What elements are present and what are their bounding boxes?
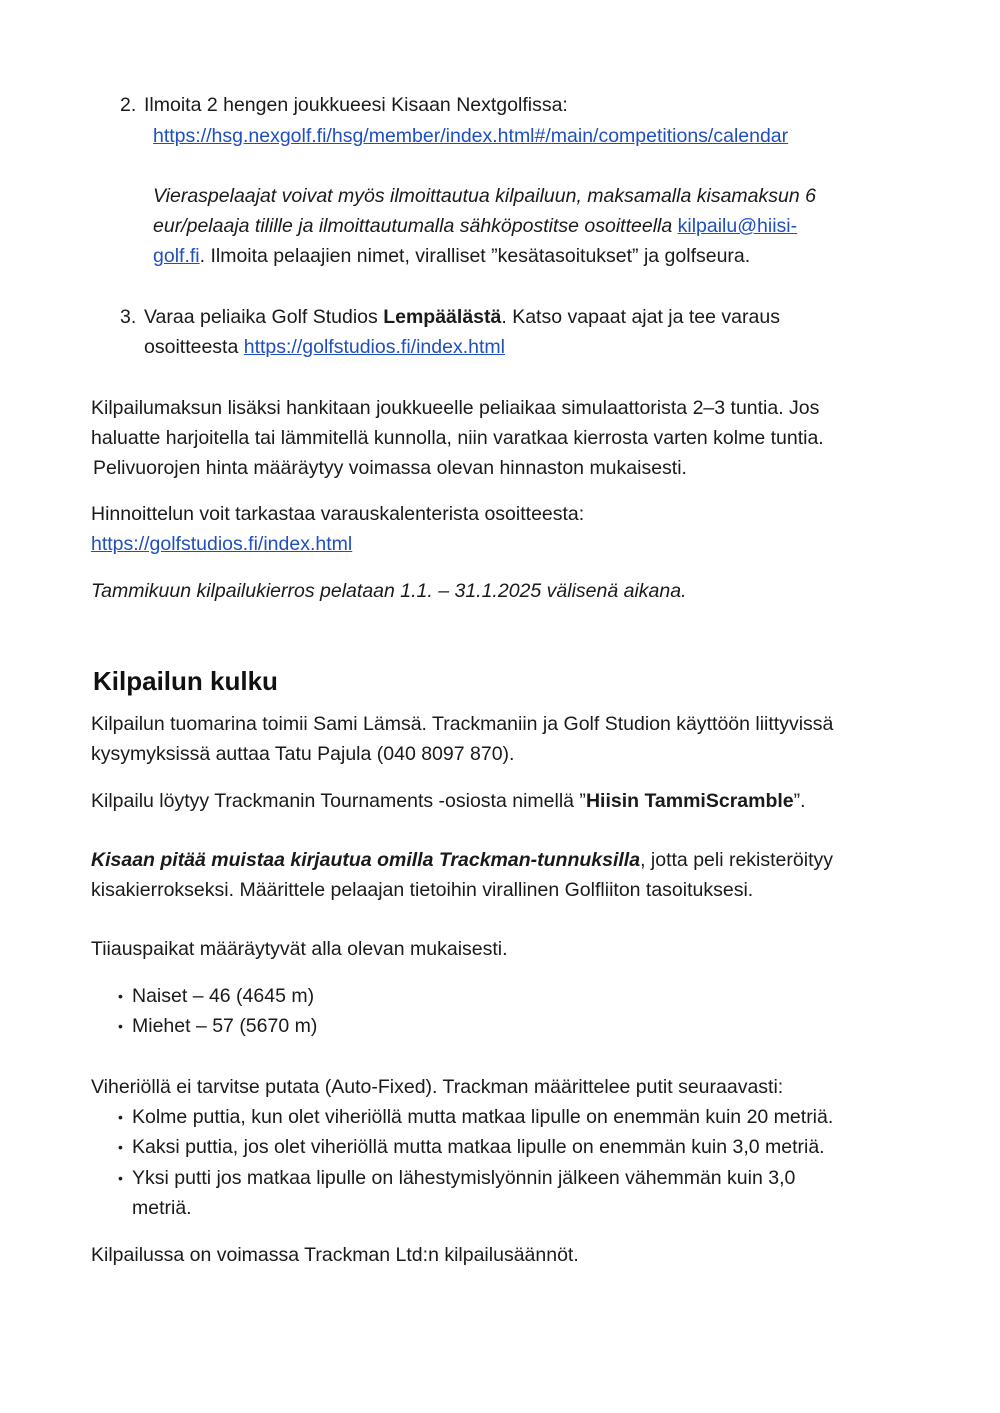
text: ”. bbox=[793, 790, 806, 812]
tournament-name: Hiisin TammiScramble bbox=[585, 790, 794, 812]
paragraph-officials bbox=[91, 709, 833, 769]
putting-rule: • Kaksi puttia, jos olet viheriöllä mutta matkaa lipulle on enemmän kuin 3,0 metriä. bbox=[132, 1136, 825, 1158]
item-text: Ilmoita 2 hengen joukkueesi Kisaan Nextgolfissa: bbox=[144, 94, 568, 116]
golfstudios-link[interactable]: https://golfstudios.fi/index.html bbox=[243, 336, 505, 358]
email-link[interactable]: kilpailu@hiisi- bbox=[677, 215, 798, 237]
text-line: kisakierrokseksi. Määrittele pelaajan tietoihin virallinen Golfliiton tasoituksesi. bbox=[91, 879, 754, 901]
item-text-cont: . Katso vapaat ajat ja tee varaus bbox=[501, 306, 780, 328]
text-line: Pelivuorojen hinta määräytyy voimassa olevan hinnaston mukaisesti. bbox=[93, 457, 687, 479]
location-name: Lempäälästä bbox=[383, 306, 502, 328]
list-number: 3. bbox=[120, 306, 137, 328]
paragraph-pricing bbox=[91, 499, 584, 559]
putting-intro: Viheriöllä ei tarvitse putata (Auto-Fixed). Trackman määrittelee putit seuraavasti: bbox=[91, 1076, 784, 1098]
text-line: Hinnoittelun voit tarkastaa varauskalenterista osoitteesta: bbox=[91, 503, 585, 525]
text-line: haluatte harjoitella tai lämmitellä kunnolla, niin varatkaa kierrosta varten kolme tuntia. bbox=[91, 427, 824, 449]
section-heading: Kilpailun kulku bbox=[93, 666, 278, 696]
text: Kilpailu löytyy Trackmanin Tournaments -osiosta nimellä ” bbox=[91, 790, 586, 812]
nextgolf-link-row bbox=[153, 121, 788, 151]
putting-rule: • Kolme puttia, kun olet viheriöllä mutta matkaa lipulle on enemmän kuin 20 metriä. bbox=[132, 1106, 834, 1128]
list-item-2 bbox=[120, 90, 568, 120]
text-line: Kilpailumaksun lisäksi hankitaan joukkueelle peliaikaa simulaattorista 2–3 tuntia. Jos bbox=[91, 397, 820, 419]
tee-men: • Miehet – 57 (5670 m) bbox=[132, 1015, 318, 1037]
list-item bbox=[118, 1011, 317, 1041]
item-3-line-2 bbox=[144, 332, 505, 362]
round-dates: Tammikuun kilpailukierros pelataan 1.1. – 31.1.2025 välisenä aikana. bbox=[91, 580, 687, 602]
list-item bbox=[118, 1132, 825, 1162]
guest-line-3 bbox=[153, 241, 750, 271]
list-item bbox=[118, 1163, 795, 1223]
guest-text: eur/pelaaja tilille ja ilmoittautumalla sähköpostitse osoitteella bbox=[153, 215, 678, 237]
list-item bbox=[118, 981, 314, 1011]
pricing-link[interactable]: https://golfstudios.fi/index.html bbox=[91, 533, 353, 555]
list-item bbox=[118, 1102, 833, 1132]
list-item-3 bbox=[120, 302, 780, 332]
text: , jotta peli rekisteröityy bbox=[640, 849, 833, 871]
item-text: osoitteesta bbox=[144, 336, 244, 358]
tees-intro: Tiiauspaikat määräytyvät alla olevan mukaisesti. bbox=[91, 938, 508, 960]
paragraph-fees bbox=[91, 393, 824, 483]
paragraph-login bbox=[91, 845, 833, 905]
final-note: Kilpailussa on voimassa Trackman Ltd:n kilpailusäännöt. bbox=[91, 1244, 579, 1266]
nextgolf-link[interactable]: https://hsg.nexgolf.fi/hsg/member/index.html#/main/competitions/calendar bbox=[153, 125, 789, 147]
text-line: kysymyksissä auttaa Tatu Pajula (040 8097 870). bbox=[91, 743, 515, 765]
list-number: 2. bbox=[120, 94, 137, 116]
guest-line-2 bbox=[153, 211, 797, 241]
text-line: Kilpailun tuomarina toimii Sami Lämsä. Trackmaniin ja Golf Studion käyttöön liittyvissä bbox=[91, 713, 834, 735]
putting-rule: • Yksi putti jos matkaa lipulle on lähestymislyönnin jälkeen vähemmän kuin 3,0 bbox=[132, 1167, 796, 1189]
putting-rule-cont: metriä. bbox=[132, 1197, 192, 1219]
guest-line-1: Vieraspelaajat voivat myös ilmoittautua kilpailuun, maksamalla kisamaksun 6 bbox=[153, 185, 816, 207]
email-link-continued[interactable]: golf.fi bbox=[153, 245, 200, 267]
guest-instruction: . Ilmoita pelaajien nimet, viralliset ”kesätasoitukset” ja golfseura. bbox=[199, 245, 751, 267]
item-text: Varaa peliaika Golf Studios bbox=[144, 306, 384, 328]
login-warning: Kisaan pitää muistaa kirjautua omilla Trackman-tunnuksilla bbox=[91, 849, 641, 871]
paragraph-tournament-name bbox=[91, 786, 806, 816]
tee-women: • Naiset – 46 (4645 m) bbox=[132, 985, 315, 1007]
